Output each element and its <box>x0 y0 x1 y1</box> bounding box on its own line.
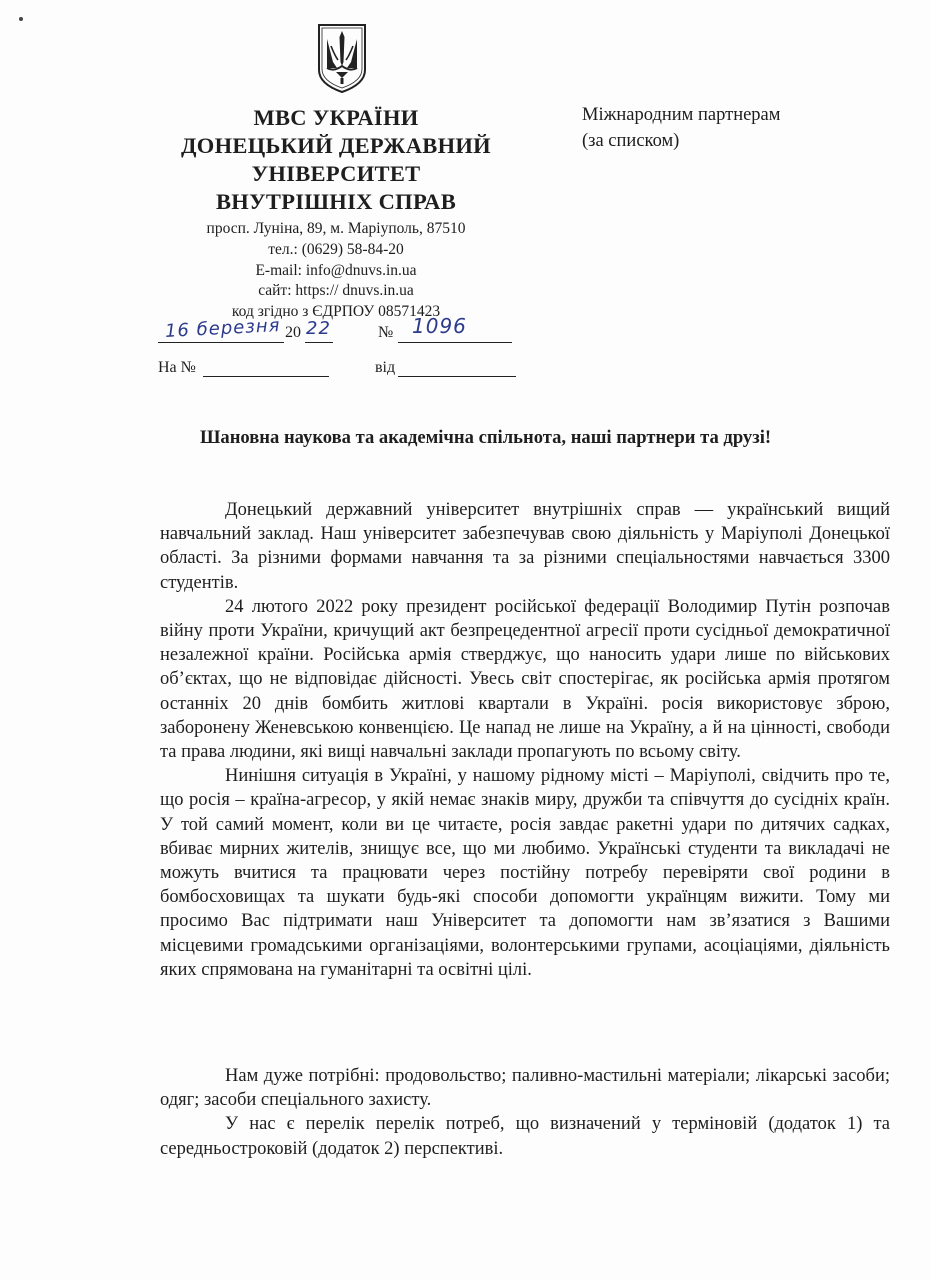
needs-paragraph: Нам дуже потрібні: продовольство; паливно-мастильні матеріали; лікарські засоби; одяг; засоби спеціального захисту. <box>160 1066 890 1111</box>
reference-underline <box>203 376 329 377</box>
org-email: E-mail: info@dnuvs.in.ua <box>255 261 417 279</box>
org-university-name-line-1: ДОНЕЦЬКИЙ ДЕРЖАВНИЙ <box>181 133 491 158</box>
date-underline <box>158 342 284 343</box>
body-paragraph-2: 24 лютого 2022 року президент російської федерації Володимир Путін розпочав війну проти України, кричущий акт безпрецедентної агресії проти сусідньої демократичної незалежної країни. Російська армія стверджує, що наносить удари лише по військових об’єктах, що не відповідає дійсності. Увесь світ спостерігає, як російська армія протягом останніх 20 днів бомбить житлові квартали в Україні. росія використовує зброю, заборонену Женевською конвенцією. Це напад не лише на Україну, а й на цінності, свободи та права людини, які вищі навчальні заклади пропагують по всьому світу. <box>160 596 890 763</box>
needs-list-paragraph: У нас є перелік перелік потреб, що визначений у терміновій (додаток 1) та середньостроковій (додаток 2) перспективі. <box>160 1114 890 1159</box>
reference-date-label: від <box>375 359 396 376</box>
number-label: № <box>378 324 394 341</box>
org-ministry-name: МВС УКРАЇНИ <box>253 105 419 130</box>
needs-section <box>160 1064 890 1161</box>
trident-coat-of-arms-icon <box>316 22 368 94</box>
org-university-name-line-2: УНІВЕРСИТЕТ <box>251 161 421 186</box>
organization-header <box>150 104 522 323</box>
recipient-block <box>582 102 780 154</box>
scan-speck <box>19 17 23 21</box>
number-underline <box>398 342 512 343</box>
recipient-line-2: (за списком) <box>582 131 680 151</box>
org-edrpou-code: код згідно з ЄДРПОУ 08571423 <box>231 303 441 321</box>
reference-label: На № <box>158 359 196 376</box>
org-phone: тел.: (0629) 58-84-20 <box>268 240 404 258</box>
body-paragraph-1: Донецький державний університет внутрішніх справ — український вищий навчальний заклад. Наш університет забезпечував свою діяльність у Маріуполі Донецької області. За різними формами навчання та за різними спеціальностями навчається 3300 студентів. <box>160 500 890 593</box>
org-website: сайт: https:// dnuvs.in.ua <box>258 282 414 300</box>
body-paragraph-3: Нинішня ситуація в Україні, у нашому рідному місті – Маріуполі, свідчить про те, що росія – країна-агресор, у якій немає знаків миру, дружби та співчуття до сусідніх країн. У той самий момент, коли ви це читаєте, росія завдає ракетні удари по дитячих садках, вбиває мирних жителів, знищує все, що ми любимо. Українські студенти та викладачі не можуть вчитися та працювати через постійну потребу перевіряти свої родини в бомбосховищах та шукати будь-які способи допомогти українцям вижити. Тому ми просимо Вас підтримати наш Університет та допомогти нам зв’язатися з Вашими місцевими громадськими організаціями, волонтерськими групами, асоціаціями, діяльність яких спрямована на гуманітарні та освітні цілі. <box>160 766 890 980</box>
handwritten-number: 1096 <box>412 314 467 338</box>
reference-date-underline <box>398 376 516 377</box>
letter-body <box>160 498 890 982</box>
year-underline <box>305 342 333 343</box>
org-address: просп. Луніна, 89, м. Маріуполь, 87510 <box>206 220 466 237</box>
handwritten-year: 22 <box>306 318 331 339</box>
salutation-heading: Шановна наукова та академічна спільнота, наші партнери та друзі! <box>200 427 772 448</box>
org-university-name-line-3: ВНУТРІШНІХ СПРАВ <box>215 189 457 214</box>
year-prefix: 20 <box>285 324 301 341</box>
handwritten-date: 16 березня <box>164 314 281 343</box>
recipient-line-1: Міжнародним партнерам <box>582 105 781 125</box>
